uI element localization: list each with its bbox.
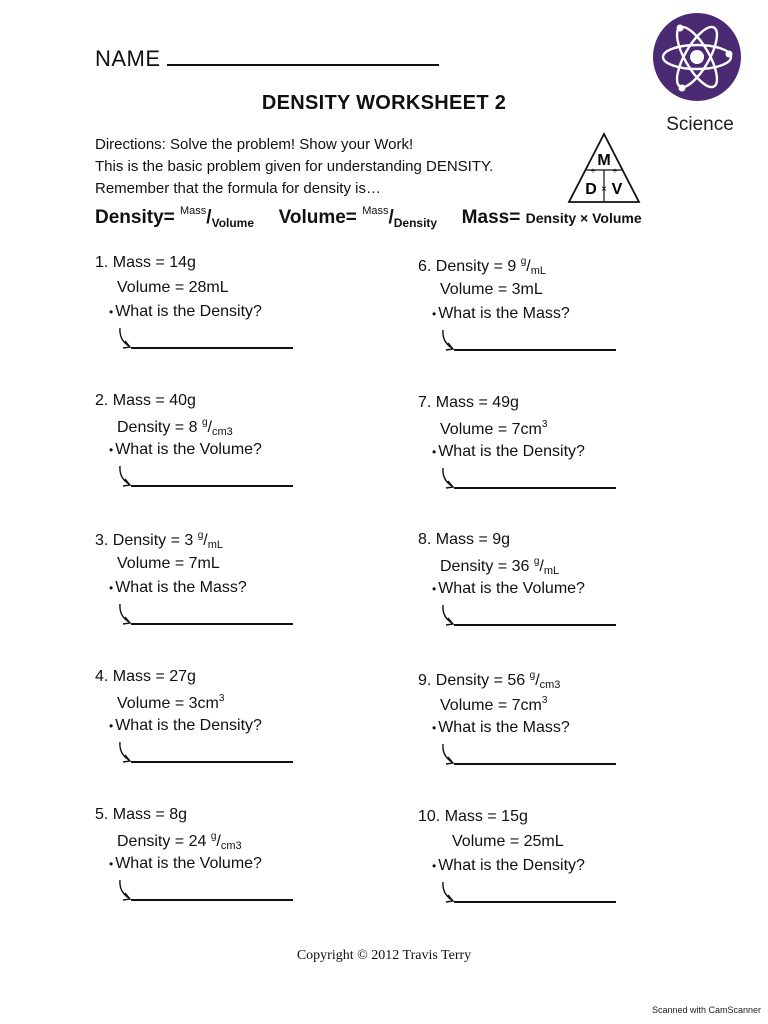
problem-number: 8. <box>418 531 432 548</box>
formula-triangle-diagram <box>567 132 641 204</box>
unit-superscript: 3 <box>541 695 548 706</box>
bullet-icon: • <box>109 443 114 457</box>
unit-superscript: g <box>210 831 217 842</box>
curved-arrow-icon <box>117 740 139 770</box>
problem-question: What is the Mass? <box>438 305 570 322</box>
problem-given-2: Volume = 7cm <box>440 697 542 714</box>
answer-blank-line[interactable] <box>454 487 616 489</box>
bullet-icon: • <box>109 857 114 871</box>
density-formula-denominator: Volume <box>211 216 255 230</box>
problem-9 <box>418 670 678 800</box>
mass-formula-label: Mass= <box>461 207 521 228</box>
problem-given-1: Mass = 14g <box>112 254 196 271</box>
curved-arrow-icon <box>117 326 139 356</box>
problem-3 <box>95 530 355 660</box>
curved-arrow-icon <box>440 466 462 496</box>
problem-question: What is the Density? <box>115 717 262 734</box>
bullet-icon: • <box>432 721 437 735</box>
unit-subscript: cm3 <box>211 426 233 438</box>
logo-caption: Science <box>666 114 734 135</box>
curved-arrow-icon <box>117 464 139 494</box>
unit-superscript: g <box>197 530 204 541</box>
answer-blank-line[interactable] <box>131 623 293 625</box>
answer-blank-line[interactable] <box>454 901 616 903</box>
answer-blank-line[interactable] <box>131 347 293 349</box>
triangle-mass-label: M <box>597 152 611 169</box>
scanner-watermark: Scanned with CamScanner <box>652 1005 762 1015</box>
problem-6 <box>418 256 678 386</box>
bullet-icon: • <box>109 719 114 733</box>
bullet-icon: • <box>432 582 437 596</box>
unit-slash: / <box>207 419 212 436</box>
problem-number: 7. <box>418 394 432 411</box>
problem-given-1: Mass = 27g <box>112 668 196 685</box>
unit-slash: / <box>216 833 221 850</box>
unit-subscript: mL <box>543 565 560 577</box>
problem-number: 5. <box>95 806 109 823</box>
problem-given-1: Mass = 9g <box>435 531 511 548</box>
unit-superscript: g <box>533 556 540 567</box>
curved-arrow-icon <box>440 880 462 910</box>
unit-subscript: mL <box>207 539 224 551</box>
bullet-icon: • <box>432 445 437 459</box>
unit-slash: / <box>535 672 540 689</box>
bullet-icon: • <box>109 581 114 595</box>
answer-blank-line[interactable] <box>131 761 293 763</box>
name-blank-line[interactable] <box>167 46 439 66</box>
problem-given-1: Mass = 8g <box>112 806 188 823</box>
problem-given-1: Density = 56 <box>435 672 530 689</box>
problem-10 <box>418 808 678 938</box>
problem-2 <box>95 392 355 522</box>
problem-given-2: Volume = 3mL <box>440 281 543 298</box>
triangle-volume-label: V <box>611 181 623 198</box>
problem-8 <box>418 531 678 661</box>
volume-formula-numerator: Mass <box>362 205 389 217</box>
curved-arrow-icon <box>117 878 139 908</box>
curved-arrow-icon <box>117 602 139 632</box>
problem-given-1: Density = 9 <box>435 258 521 275</box>
problem-question: What is the Density? <box>115 303 262 320</box>
unit-subscript: cm3 <box>539 679 561 691</box>
problem-given-1: Mass = 15g <box>444 808 528 825</box>
atom-icon <box>652 12 742 102</box>
name-label: NAME <box>95 46 161 71</box>
triangle-times-sign: × <box>601 184 607 195</box>
unit-slash: / <box>203 532 208 549</box>
problem-given-2: Volume = 25mL <box>452 833 564 850</box>
unit-superscript: g <box>529 670 536 681</box>
problem-given-2: Density = 24 <box>117 833 211 850</box>
problem-question: What is the Volume? <box>438 580 585 597</box>
problem-1 <box>95 254 355 384</box>
problem-question: What is the Mass? <box>115 579 247 596</box>
problem-4 <box>95 668 355 798</box>
unit-slash: / <box>539 558 544 575</box>
problem-number: 9. <box>418 672 432 689</box>
problem-question: What is the Density? <box>438 857 585 874</box>
answer-blank-line[interactable] <box>131 485 293 487</box>
density-formula-numerator: Mass <box>180 205 207 217</box>
unit-superscript: g <box>201 417 208 428</box>
problem-number: 6. <box>418 258 432 275</box>
problem-number: 1. <box>95 254 109 271</box>
curved-arrow-icon <box>440 603 462 633</box>
problem-number: 3. <box>95 532 109 549</box>
answer-blank-line[interactable] <box>454 349 616 351</box>
curved-arrow-icon <box>440 742 462 772</box>
answer-blank-line[interactable] <box>454 763 616 765</box>
unit-subscript: cm3 <box>220 840 242 852</box>
formula-row <box>95 205 642 230</box>
directions-line-3: Remember that the formula for density is… <box>95 180 381 197</box>
volume-formula-slash: / <box>388 207 394 228</box>
problem-given-1: Mass = 49g <box>435 394 519 411</box>
problem-given-2: Density = 36 <box>440 558 534 575</box>
volume-formula-label: Volume= <box>278 207 357 228</box>
problem-given-1: Density = 3 <box>112 532 198 549</box>
mass-formula-expression: Density × Volume <box>525 210 642 226</box>
bullet-icon: • <box>432 307 437 321</box>
unit-superscript: 3 <box>541 419 548 430</box>
bullet-icon: • <box>109 305 114 319</box>
problem-5 <box>95 806 355 936</box>
name-field[interactable] <box>95 46 439 72</box>
bullet-icon: • <box>432 859 437 873</box>
volume-formula-denominator: Density <box>393 216 438 230</box>
density-formula-slash: / <box>206 207 212 228</box>
triangle-divide-left: ÷ <box>590 166 596 176</box>
directions-line-2: This is the basic problem given for understanding DENSITY. <box>95 158 494 175</box>
problem-question: What is the Mass? <box>438 719 570 736</box>
unit-subscript: mL <box>530 265 547 277</box>
problem-number: 4. <box>95 668 109 685</box>
problem-given-1: Mass = 40g <box>112 392 196 409</box>
unit-superscript: 3 <box>218 693 225 704</box>
problem-7 <box>418 394 678 524</box>
density-formula-label: Density= <box>95 207 175 228</box>
problem-number: 10. <box>418 808 441 825</box>
problem-number: 2. <box>95 392 109 409</box>
curved-arrow-icon <box>440 328 462 358</box>
unit-slash: / <box>526 258 531 275</box>
problem-given-2: Density = 8 <box>117 419 202 436</box>
problem-question: What is the Volume? <box>115 855 262 872</box>
answer-blank-line[interactable] <box>131 899 293 901</box>
problem-question: What is the Density? <box>438 443 585 460</box>
problem-given-2: Volume = 3cm <box>117 695 219 712</box>
problem-given-2: Volume = 28mL <box>117 279 229 296</box>
problem-given-2: Volume = 7mL <box>117 555 220 572</box>
directions-line-1: Directions: Solve the problem! Show your Work! <box>95 136 414 153</box>
triangle-divide-right: ÷ <box>612 166 618 176</box>
copyright-notice: Copyright © 2012 Travis Terry <box>296 948 472 963</box>
worksheet-title: DENSITY WORKSHEET 2 <box>261 92 507 114</box>
answer-blank-line[interactable] <box>454 624 616 626</box>
problem-question: What is the Volume? <box>115 441 262 458</box>
triangle-density-label: D <box>585 181 597 198</box>
unit-superscript: g <box>520 256 527 267</box>
problem-given-2: Volume = 7cm <box>440 421 542 438</box>
